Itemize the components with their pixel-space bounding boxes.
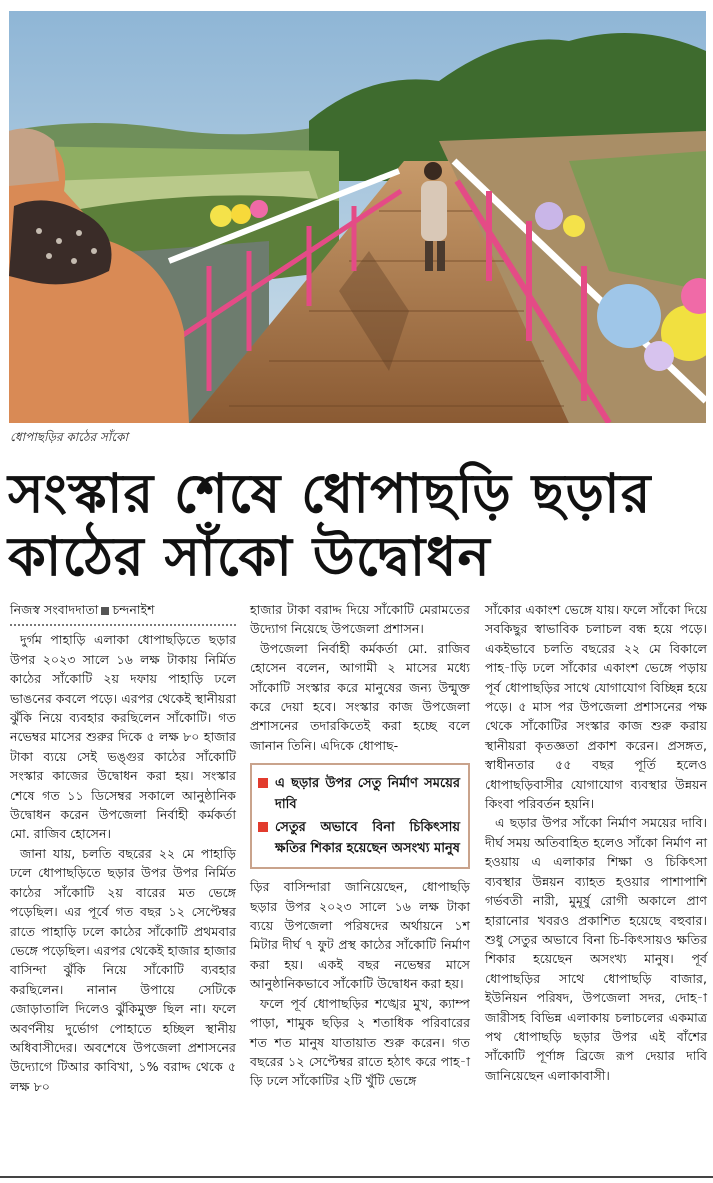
news-photo: [9, 11, 706, 423]
paragraph: সাঁকোর একাংশ ভেঙ্গে যায়। ফলে সাঁকো দিয়ে সবকিছুর স্বাভাবিক চলাচল বন্ধ হয়ে পড়ে। একইভাবে চলতি বছরের ২২ মে বিকালে পাহ-াড়ি ঢলে সাঁকোর একাংশ ভেঙ্গে পড়ায় পূর্ব ধোপাছড়ির সাথে যোগাযোগ বিচ্ছিন্ন হয়ে পড়ে। ৫ মাস পর উপজেলা প্রশাসনের পক্ষ থেকে সাঁকোটির সংস্কার কাজ শুরু করায় স্থানীয়রা কৃতজ্ঞতা প্রকাশ করেন। প্রসঙ্গত, স্বাধীনতার ৫৫ বছর পূর্তি হলেও ধোপাছড়িবাসীর যোগাযোগ ব্যবস্থার উন্নয়ন কিংবা পরিবর্তন হয়নি।: [485, 602, 707, 812]
paragraph: উপজেলা নির্বাহী কর্মকর্তা মো. রাজিব হোসেন বলেন, আগামী ২ মাসের মধ্যে সাঁকোটি সংস্কার করে মানুষের জন্য উন্মুক্ত করে দেয়া হবে। সংস্কার কাজ উপজেলা প্রশাসনের তদারকিতেই করা হচ্ছে বলে জানান তিনি। এদিকে ধোপাছ-: [250, 640, 470, 753]
headline: [8, 462, 708, 588]
bridge-photo-illustration: [9, 11, 706, 423]
reporter: নিজস্ব সংবাদদাতা: [10, 602, 99, 617]
headline-line-1: সংস্কার শেষে ধোপাছড়ি ছড়ার: [8, 462, 652, 525]
dateline-place: চন্দনাইশ: [112, 602, 155, 617]
paragraph: জানা যায়, চলতি বছরের ২২ মে পাহাড়ি ঢলে ধোপাছড়িতে ছড়ার উপর উপর নির্মিত কাঠের সাঁকোটি ২য় বারের মত ভেঙ্গে পড়েছিল। এর পূর্বে গত বছর ১২ সেপ্টেম্বর রাতে পাহাড়ি ঢলে কাঠের সাঁকোটি প্রথমবার ভেঙ্গে পড়েছিল। এরপর থেকেই হাজার হাজার বাসিন্দা ঝুঁকি নিয়ে সাঁকোটি ব্যবহার করছিলেন। নানান উপায়ে সেটিকে জোড়াতালি দিলেও ঝুঁকিমুক্ত ছিল না। ফলে অবর্ণনীয় দুর্ভোগ পোহাতে হচ্ছিল স্থানীয় অধিবাসীদের। অবশেষে উপজেলা প্রশাসনের উদ্যোগে টিআর কাবিখা, ১% বরাদ্দ থেকে ৫ লক্ষ ৮০: [10, 845, 236, 1094]
square-bullet-icon: [258, 778, 268, 788]
paragraph: এ ছড়ার উপর সাঁকো নির্মাণ সময়ের দাবি। দীর্ঘ সময় অতিবাহিত হলেও সাঁকো নির্মাণ না হওয়ায় এ এলাকার শিক্ষা ও চিকিৎসা ব্যবস্থার উন্নয়ন ব্যাহত হওয়ার পাশাপাশি গর্ভবতী নারী, মুমূর্ষু রোগী অকালে প্রাণ হারানোর খবরও প্রকাশিত হয়েছে বহুবার। শুধু সেতুর অভাবে বিনা চি-কিৎসায়ও ক্ষতির শিকার হয়েছেন অসংখ্য মানুষ। পূর্ব ধোপাছড়ির সাথে ধোপাছড়ি বাজার, ইউনিয়ন পরিষদ, উপজেলা সদর, দোহ-াজারীসহ বিভিন্ন এলাকায় চলাচলের একমাত্র পথ ধোপাছড়ি ছড়ার উপর এই বাঁশের সাঁকোটি পূর্ণাঙ্গ ব্রিজে রূপ দেয়ার দাবি জানিয়েছেন এলাকাবাসী।: [485, 815, 707, 1083]
paragraph: ড়ির বাসিন্দারা জানিয়েছেন, ধোপাছড়ি ছড়ার উপর ২০২৩ সালে ১৬ লক্ষ টাকা ব্যয়ে উপজেলা পরিষদের অর্থায়নে ১শ মিটার দীর্ঘ ৭ ফুট প্রস্থ কাঠের সাঁকোটি নির্মাণ করা হয়। একই বছর নভেম্বর মাসে আনুষ্ঠানিকভাবে সাঁকোটি উদ্বোধন করা হয়।: [250, 879, 470, 992]
headline-line-2: কাঠের সাঁকো উদ্বোধন: [8, 525, 491, 588]
square-bullet-icon: [258, 822, 268, 832]
article-column-2: [250, 600, 470, 1091]
byline-divider: [10, 621, 236, 626]
paragraph: হাজার টাকা বরাদ্দ দিয়ে সাঁকোটি মেরামতের উদ্যোগ নিয়েছে উপজেলা প্রশাসন।: [250, 602, 470, 637]
photo-caption: ধোপাছড়ির কাঠের সাঁকো: [10, 430, 129, 444]
byline: [10, 600, 236, 619]
paragraph: ফলে পূর্ব ধোপাছড়ির শঙ্খের মুখ, ক্যাম্প পাড়া, শামুক ছড়ির ২ শতাধিক পরিবারের শত শত মানুষ যাতায়াত শুরু করেন। গত বছরের ১২ সেপ্টেম্বর রাতে হঠাৎ করে পাহ-াড়ি ঢলে সাঁকোটির ২টি খুঁটি ভেঙ্গে: [250, 995, 470, 1089]
highlight-box: [250, 763, 470, 869]
bottom-rule: [0, 1176, 713, 1178]
highlight-item: সেতুর অভাবে বিনা চিকিৎসায় ক্ষতির শিকার হয়েছেন অসংখ্য মানুষ: [258, 817, 460, 859]
square-bullet-icon: [101, 607, 109, 615]
article-column-1: [10, 600, 236, 1096]
paragraph: দুর্গম পাহাড়ি এলাকা ধোপাছড়িতে ছড়ার উপর ২০২৩ সালে ১৬ লক্ষ টাকায় নির্মিত কাঠের সাঁকোটি ২য় দফায় পাহাড়ি ঢলে ভাঙনের কবলে পড়ে। এরপর থেকেই স্থানীয়রা ঝুঁকি নিয়ে ব্যবহার করছিলেন সাঁকোটি। গত নভেম্বর মাসের শুরুর দিকে ৫ লক্ষ ৮০ হাজার টাকা ব্যয়ে সেই ভঙ্গুর কাঠের সাঁকোটি সংস্কার কাজের উদ্বোধন করা হয়। সংস্কার শেষে গত ১১ ডিসেম্বর সকালে আনুষ্ঠানিক উদ্বোধন করেন উপজেলা নির্বাহী কর্মকর্তা মো. রাজিব হোসেন।: [10, 632, 236, 842]
article-column-3: [485, 600, 707, 1085]
highlight-item: এ ছড়ার উপর সেতু নির্মাণ সময়ের দাবি: [258, 773, 460, 815]
